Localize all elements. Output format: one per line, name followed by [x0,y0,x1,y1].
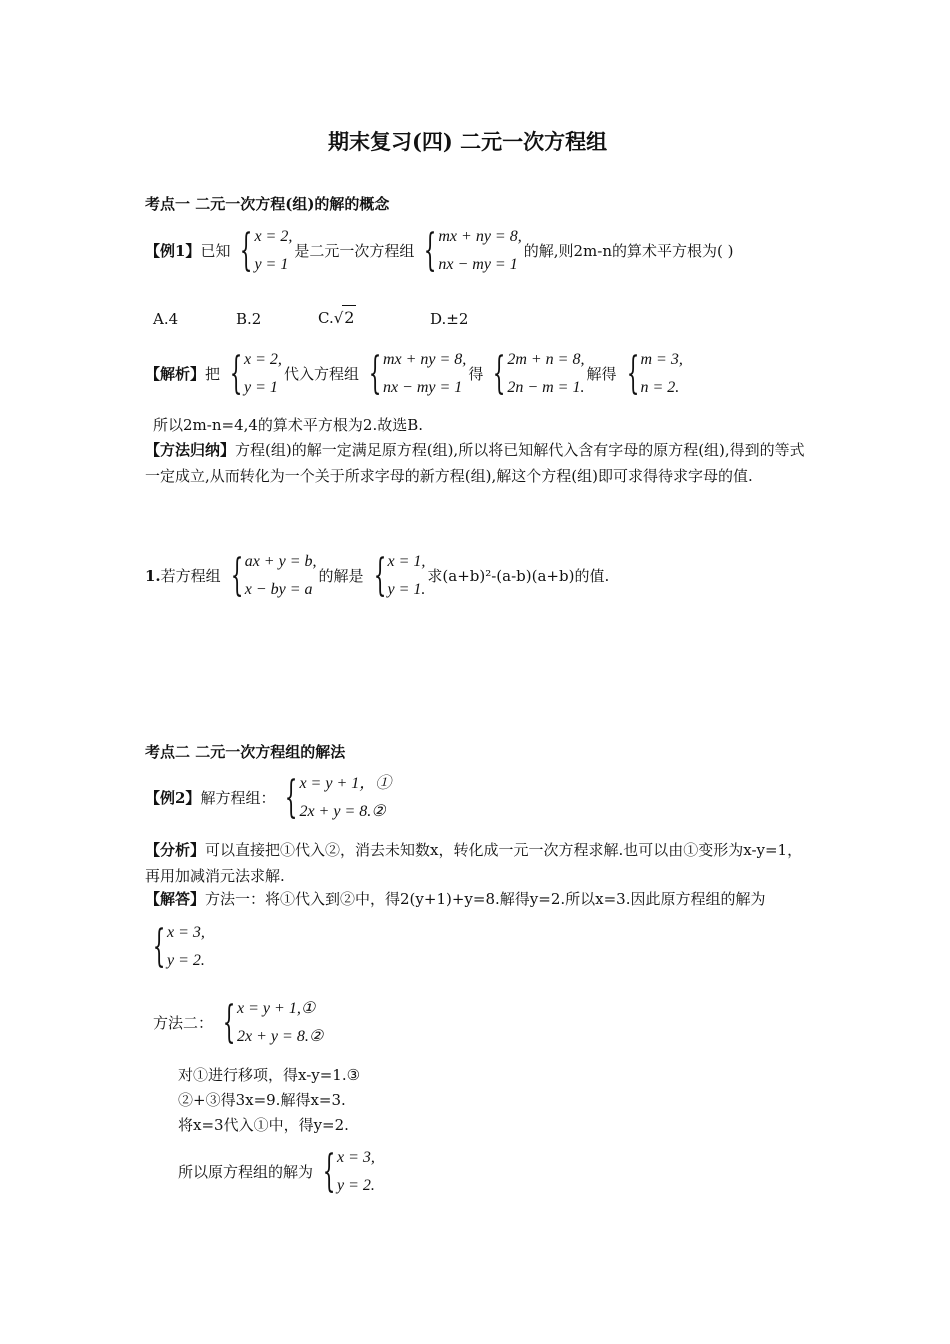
question-1-mid: 的解是 [318,567,364,585]
equation-line: m = 3, [640,351,683,368]
analysis-2-label: 【分析】 [145,841,206,859]
equation-line: x = 3, [337,1149,375,1166]
example-1 [145,223,733,279]
answer-2-label: 【解答】 [145,890,206,908]
brace-icon: { [152,921,166,972]
equation-line: x = y + 1,① [237,1000,316,1017]
analysis-1-solution [222,346,282,402]
brace-icon: { [373,550,386,601]
example-1-system [416,223,521,279]
example-2-system [277,770,391,826]
equation-line: 2m + n = 8, [507,351,585,368]
equation-line: y = 2. [337,1177,375,1194]
analysis-1-de: 得 [468,365,484,383]
method-2-final-solution [315,1144,375,1200]
brace-icon: { [285,772,298,823]
equation-line: 2x + y = 8.② [237,1028,324,1045]
equation-line: x − by = a [244,581,313,598]
analysis-1-pre: 把 [205,365,221,383]
equation-line: ax + y = b, [244,553,317,570]
example-1-pre: 已知 [200,242,231,260]
equation-line: nx − my = 1 [438,256,518,273]
equation-line: x = 1, [387,553,426,570]
brace-icon: { [368,348,382,399]
brace-icon: { [240,225,253,276]
example-1-label: 【例1】 [145,242,201,260]
equation-line: x = 2, [244,351,282,368]
analysis-1-system [361,346,466,402]
equation-line: n = 2. [640,379,680,396]
equation-line: 2n − m = 1. [507,379,585,396]
brace-icon: { [322,1146,336,1197]
question-1-post: 求(a+b)²-(a-b)(a+b)的值. [427,567,610,585]
option-c-prefix: C. [318,309,334,327]
method-summary-label: 【方法归纳】 [145,441,236,459]
analysis-1-mid: 代入方程组 [283,365,359,383]
example-2 [145,770,393,826]
method-2-label: 方法二： [153,1014,214,1032]
sqrt-icon: √ [333,309,344,327]
brace-icon: { [626,348,639,399]
example-1-solution [232,223,292,279]
brace-icon: { [230,550,243,601]
equation-line: mx + ny = 8, [382,351,467,368]
analysis-2 [145,837,810,889]
question-1-system [223,548,317,604]
brace-icon: { [493,348,506,399]
equation-line: nx − my = 1 [382,379,463,396]
answer-2 [145,886,810,912]
page-title: 期末复习(四) 二元一次方程组 [328,129,608,154]
example-2-pre: 解方程组： [200,789,276,807]
option-c [318,305,356,330]
method-2 [153,995,325,1051]
analysis-1-label: 【解析】 [145,365,206,383]
method-2-final [178,1144,377,1200]
analysis-1-jiede: 解得 [586,365,617,383]
method-2-step-1: 对①进行移项，得x-y=1.③ [178,1066,361,1084]
method-2-step-2: ②+③得3x=9.解得x=3. [178,1091,346,1109]
answer-2-solution [143,919,207,975]
method-2-final-pre: 所以原方程组的解为 [178,1163,314,1181]
question-1-solution [366,548,426,604]
question-1-number: 1. [145,567,161,585]
option-c-radicand: 2 [342,305,356,330]
answer-2-text: 方法一：将①代入到②中，得2(y+1)+y=8.解得y=2.所以x=3.因此原方程组的解为 [205,890,766,908]
method-2-system [215,995,323,1051]
brace-icon: { [424,225,437,276]
equation-line: x = y + 1，① [299,775,392,792]
equation-line: x = 3, [167,924,205,941]
analysis-2-text: 可以直接把①代入②，消去未知数x，转化成一元一次方程求解.也可以由①变形为x-y=1，再用加减消元法求解. [145,841,803,885]
analysis-1-conclusion: 所以2m-n=4,4的算术平方根为2.故选B. [153,416,424,434]
equation-line: y = 1 [254,256,289,273]
equation-line: y = 1 [244,379,278,396]
method-summary-text: 方程(组)的解一定满足原方程(组),所以将已知解代入含有字母的原方程(组),得到的等式一定成立,从而转化为一个关于所求字母的新方程(组),解这个方程(组)即可求得待求字母的值. [145,441,805,485]
answer-2-solution-system [145,919,205,975]
method-summary [145,437,810,489]
brace-icon: { [222,997,236,1048]
option-d: D.±2 [430,310,469,328]
example-2-label: 【例2】 [145,789,201,807]
section-heading-2: 考点二 二元一次方程组的解法 [145,743,346,761]
method-2-step-3: 将x=3代入①中，得y=2. [178,1116,349,1134]
analysis-1-solution-2 [619,346,683,402]
analysis-1 [145,346,685,402]
example-1-mid: 是二元一次方程组 [294,242,415,260]
example-1-post: 的解,则2m-n的算术平方根为( ) [523,242,734,260]
brace-icon: { [229,348,243,399]
equation-line: mx + ny = 8, [438,228,522,245]
equation-line: y = 2. [167,952,205,969]
equation-line: y = 1. [387,581,426,598]
equation-line: x = 2, [254,228,293,245]
option-b: B.2 [236,310,262,328]
analysis-1-system-2 [485,346,584,402]
option-a: A.4 [153,310,179,328]
question-1 [145,548,609,604]
equation-line: 2x + y = 8.② [299,803,386,820]
section-heading-1: 考点一 二元一次方程(组)的解的概念 [145,195,390,213]
question-1-pre: 若方程组 [160,567,221,585]
